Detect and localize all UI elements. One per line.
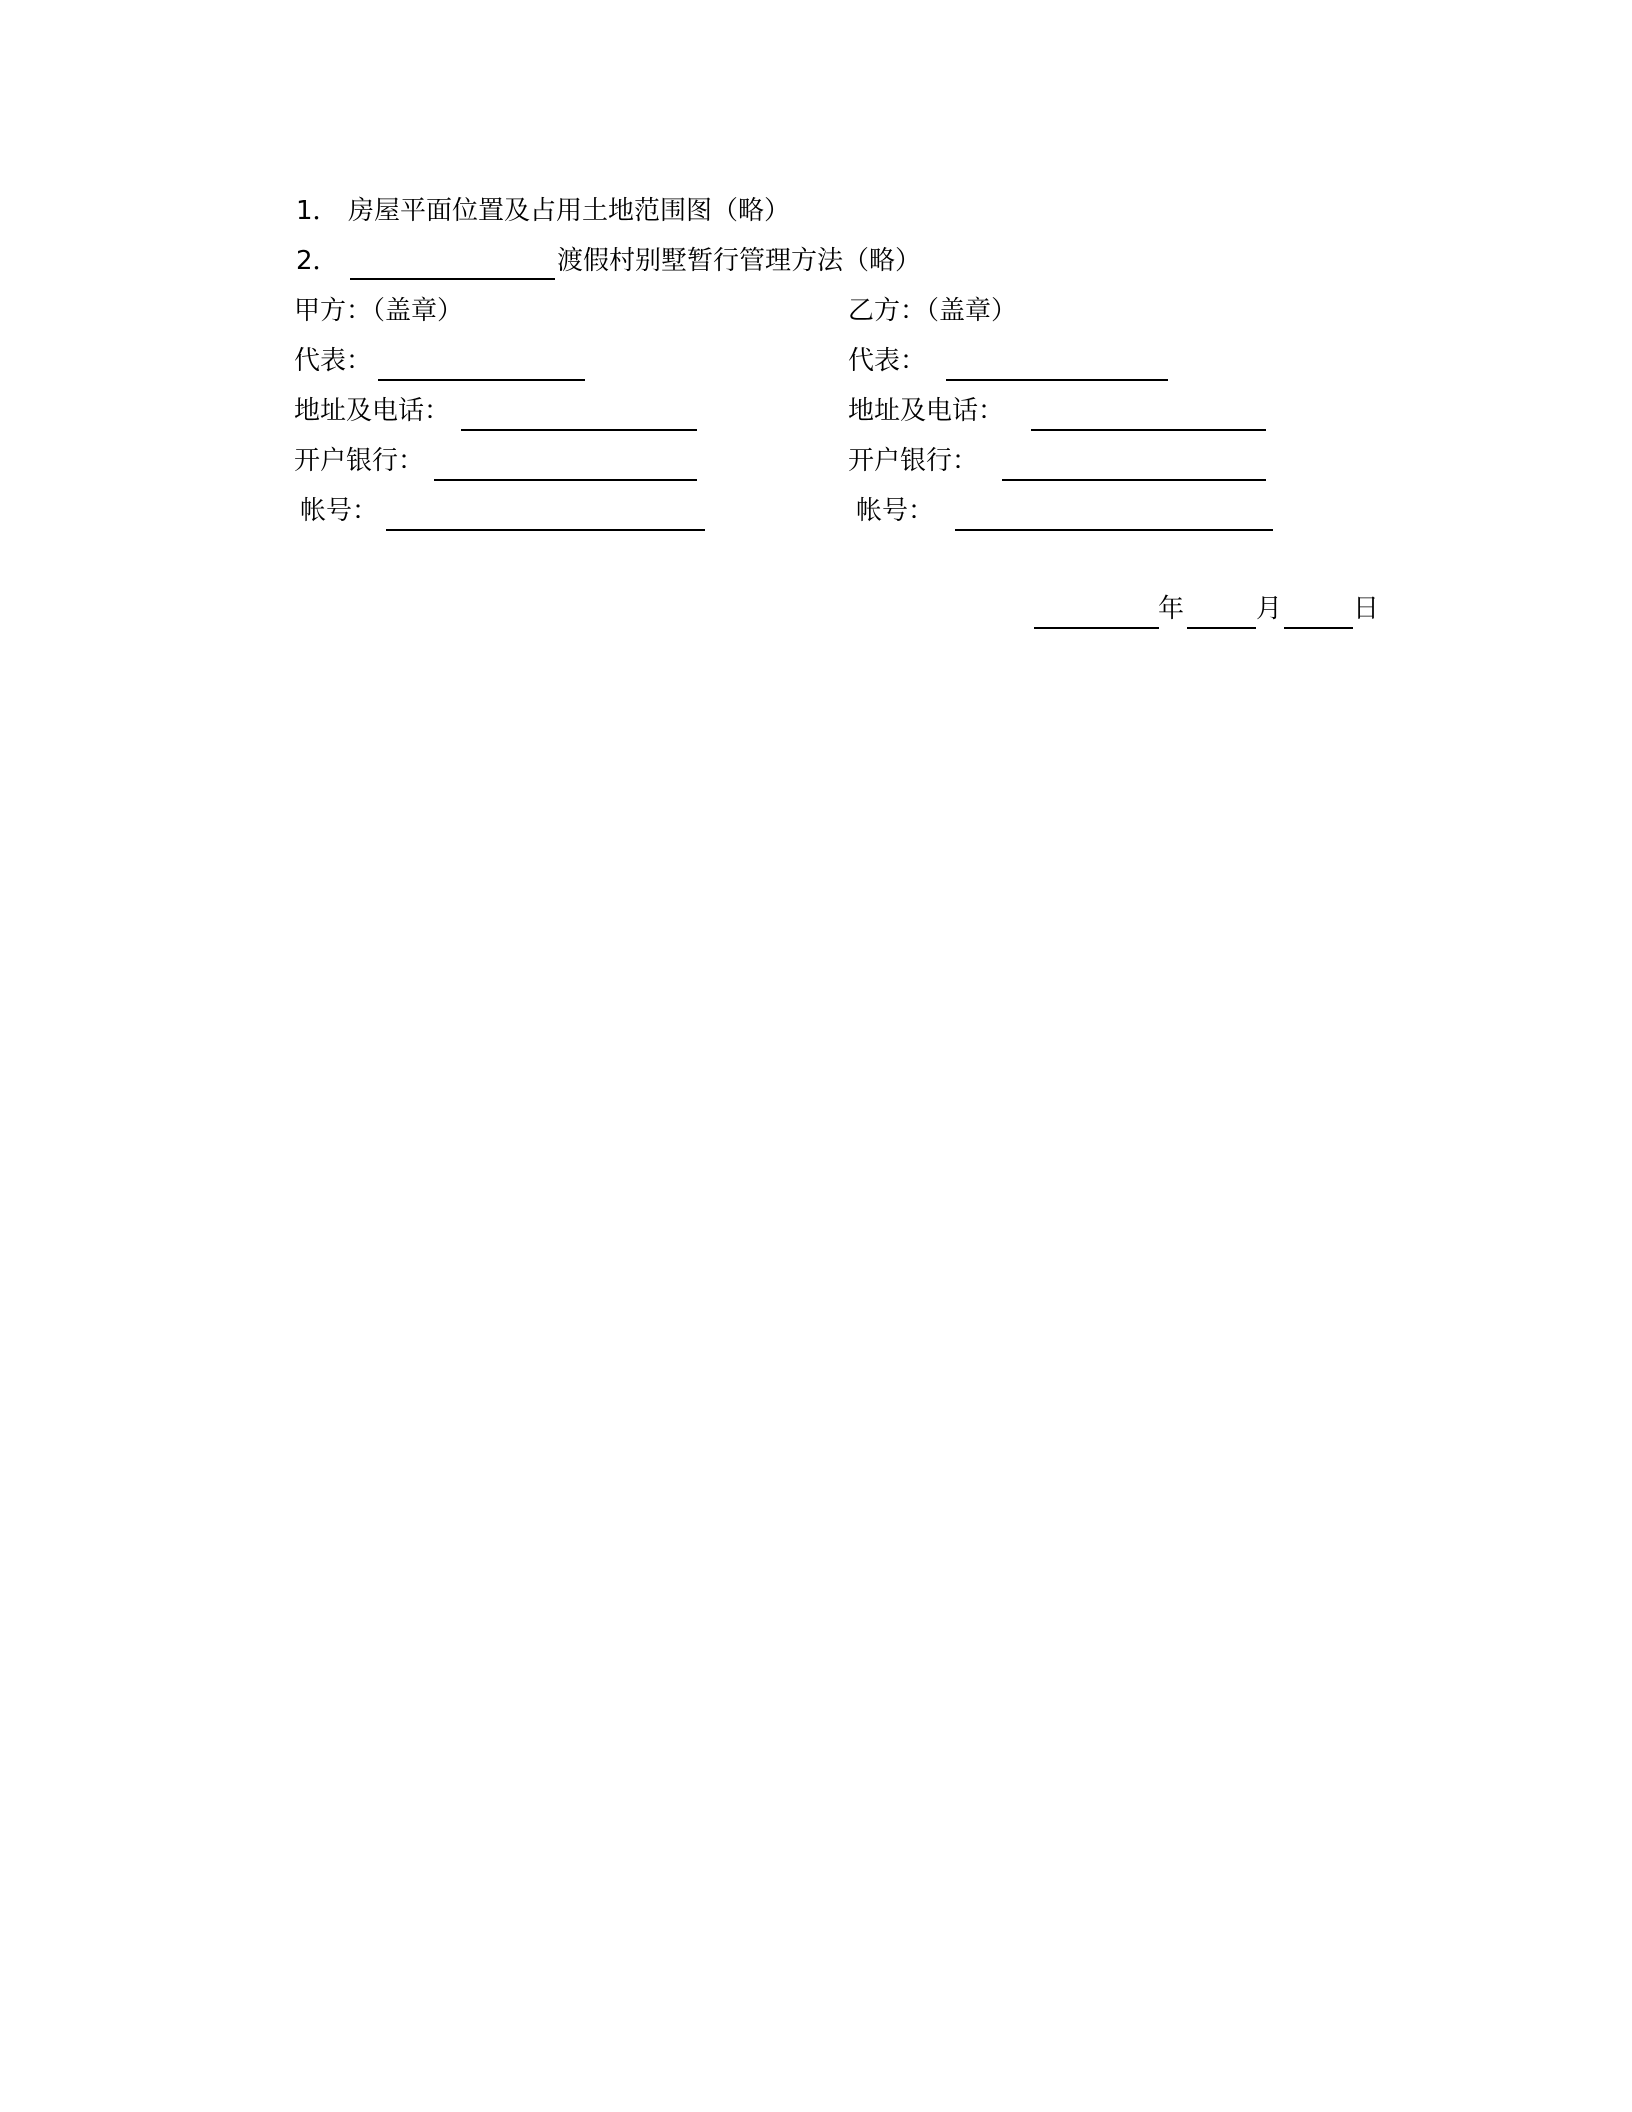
party-a-account-label: 帐号：	[300, 496, 379, 526]
party-a-rep-label: 代表：	[294, 346, 373, 376]
party-b-address-label: 地址及电话：	[848, 396, 1005, 426]
attachment-text-1: 房屋平面位置及占用土地范围图（略）	[348, 196, 791, 226]
day-blank[interactable]	[1284, 627, 1353, 629]
party-a-rep-blank[interactable]	[378, 379, 585, 381]
month-blank[interactable]	[1187, 627, 1256, 629]
party-a-address-label: 地址及电话：	[294, 396, 451, 426]
party-b-bank-label: 开户银行：	[848, 446, 979, 476]
party-a-address-blank[interactable]	[461, 429, 697, 431]
party-b-account-label: 帐号：	[856, 496, 935, 526]
party-a-bank-blank[interactable]	[434, 479, 697, 481]
resort-name-blank[interactable]	[350, 278, 555, 280]
party-b-account-blank[interactable]	[955, 529, 1273, 531]
party-a-bank-label: 开户银行：	[294, 446, 425, 476]
party-b-address-blank[interactable]	[1031, 429, 1266, 431]
party-b-bank-blank[interactable]	[1002, 479, 1266, 481]
attachment-text-2: 渡假村别墅暂行管理方法（略）	[557, 246, 922, 276]
year-label: 年	[1158, 594, 1185, 624]
party-b-rep-blank[interactable]	[946, 379, 1168, 381]
year-blank[interactable]	[1034, 627, 1159, 629]
party-b-rep-label: 代表：	[848, 346, 927, 376]
attachment-number-2: 2．	[296, 246, 339, 276]
party-b-title: 乙方：（盖章）	[848, 296, 1018, 326]
day-label: 日	[1353, 594, 1380, 624]
month-label: 月	[1256, 594, 1283, 624]
party-a-account-blank[interactable]	[386, 529, 705, 531]
party-a-title: 甲方：（盖章）	[294, 296, 464, 326]
attachment-number-1: 1．	[296, 196, 339, 226]
